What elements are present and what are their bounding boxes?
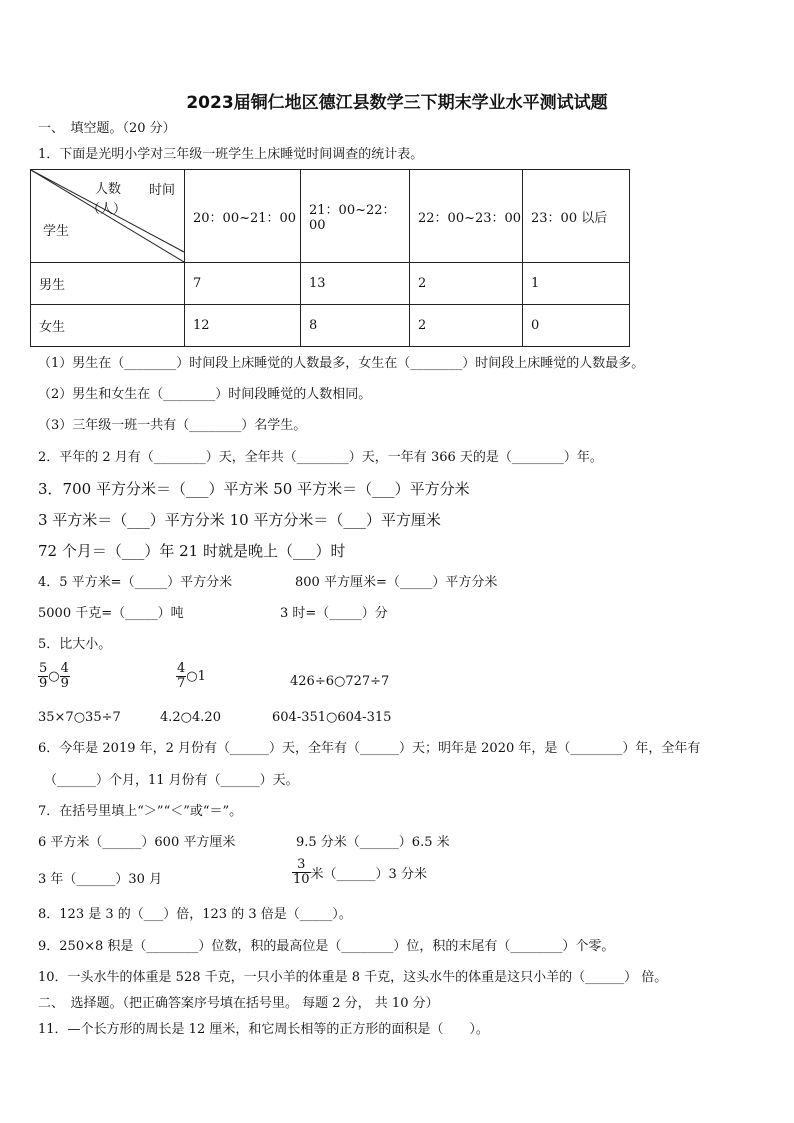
- column-header: 20：00~21：00: [185, 170, 301, 263]
- question-1-2: （2）男生和女生在（________）时间段睡觉的人数相同。: [38, 387, 372, 402]
- table-cell: 2: [410, 263, 523, 305]
- question-3-line-3: 72 个月＝（___）年 21 时就是晚上（___）时: [38, 542, 346, 560]
- q5-compare-4: 35×7○35÷7: [38, 710, 121, 725]
- table-cell: 0: [523, 305, 630, 347]
- column-header: 23：00 以后: [523, 170, 630, 263]
- header-student-label: 学生: [43, 224, 70, 239]
- question-7: 7．在括号里填上“＞”“＜”或“＝”。: [38, 804, 243, 819]
- q5-compare-5: 4.2○4.20: [160, 710, 221, 725]
- question-3-line-1: 3．700 平方分米＝（___）平方米 50 平方米＝（___）平方分米: [38, 480, 470, 498]
- question-4-item-1: 4．5 平方米=（_____）平方分米: [38, 575, 233, 590]
- row-label: 男生: [31, 263, 185, 305]
- table-cell: 13: [301, 263, 410, 305]
- table-row: [31, 263, 630, 305]
- fraction: $\frac{4}{9}$: [60, 661, 69, 691]
- question-5: 5．比大小。: [38, 637, 112, 652]
- question-6-line-1: 6．今年是 2019 年，2 月份有（______）天，全年有（______）天；明年是 2020 年，是（________）年，全年有: [38, 741, 701, 756]
- question-9: 9．250×8 积是（________）位数，积的最高位是（________）位，积的末尾有（________）个零。: [38, 939, 615, 954]
- question-7-item-2: 9.5 分米（______）6.5 米: [296, 835, 450, 850]
- question-10: 10．一头水牛的体重是 528 千克，一只小羊的体重是 8 千克，这头水牛的体重是这只小羊的（______） 倍。: [38, 970, 668, 985]
- header-time-label: 时间: [149, 183, 176, 198]
- question-4-item-2: 800 平方厘米=（_____）平方分米: [295, 575, 498, 590]
- column-header: 21：00~22：00: [301, 170, 410, 263]
- header-people-unit: （人）: [87, 202, 127, 217]
- table-row: [31, 305, 630, 347]
- question-7-item-1: 6 平方米（______）600 平方厘米: [38, 835, 236, 850]
- question-6-line-2: （______）个月，11 月份有（______）天。: [44, 773, 299, 788]
- q5-compare-6: 604-351○604-315: [272, 710, 392, 725]
- question-4-item-3: 5000 千克=（_____）吨: [38, 606, 184, 621]
- table-cell: 7: [185, 263, 301, 305]
- fraction: $\frac{4}{7}$: [177, 661, 186, 691]
- statistics-table: [30, 169, 630, 347]
- question-7-item-4: $\frac{3}{10}$ 米（______）3 分米: [293, 857, 427, 887]
- fraction: $\frac{5}{9}$: [39, 661, 48, 691]
- question-8: 8．123 是 3 的（___）倍，123 的 3 倍是（_____）。: [38, 907, 352, 922]
- question-7-item-3: 3 年（______）30 月: [38, 872, 163, 887]
- question-1-1: （1）男生在（________）时间段上床睡觉的人数最多，女生在（________）时间段上床睡觉的人数最多。: [38, 356, 645, 371]
- section-1-heading: 一、 填空题。（20 分）: [38, 121, 176, 136]
- q5-compare-3: 426÷6○727÷7: [290, 674, 390, 689]
- q5-fraction-compare-1: $\frac{5}{9}$ ○ $\frac{4}{9}$: [39, 661, 69, 691]
- page-title: 2023届铜仁地区德江县数学三下期末学业水平测试试题: [186, 93, 608, 113]
- question-4-item-4: 3 时=（_____）分: [280, 606, 388, 621]
- question-1: 1．下面是光明小学对三年级一班学生上床睡觉时间调查的统计表。: [38, 147, 424, 162]
- fraction: $\frac{3}{10}$: [293, 857, 310, 887]
- section-2-heading: 二、 选择题。（把正确答案序号填在括号里。 每题 2 分， 共 10 分）: [38, 996, 439, 1011]
- table-cell: 12: [185, 305, 301, 347]
- header-people-label: 人数: [95, 182, 122, 197]
- question-1-3: （3）三年级一班一共有（________）名学生。: [38, 418, 307, 433]
- column-header: 22：00~23：00: [410, 170, 523, 263]
- table-cell: 1: [523, 263, 630, 305]
- table-cell: 2: [410, 305, 523, 347]
- row-label: 女生: [31, 305, 185, 347]
- question-3-line-2: 3 平方米＝（___）平方分米 10 平方分米＝（___）平方厘米: [38, 511, 441, 529]
- table-header-diagonal-cell: [31, 170, 185, 263]
- question-11: 11．—个长方形的周长是 12 厘米，和它周长相等的正方形的面积是（ ）。: [38, 1022, 489, 1037]
- question-2: 2．平年的 2 月有（________）天，全年共（________）天，一年有 366 天的是（________）年。: [38, 450, 603, 465]
- table-cell: 8: [301, 305, 410, 347]
- q5-fraction-compare-2: $\frac{4}{7}$ ○1: [177, 661, 206, 691]
